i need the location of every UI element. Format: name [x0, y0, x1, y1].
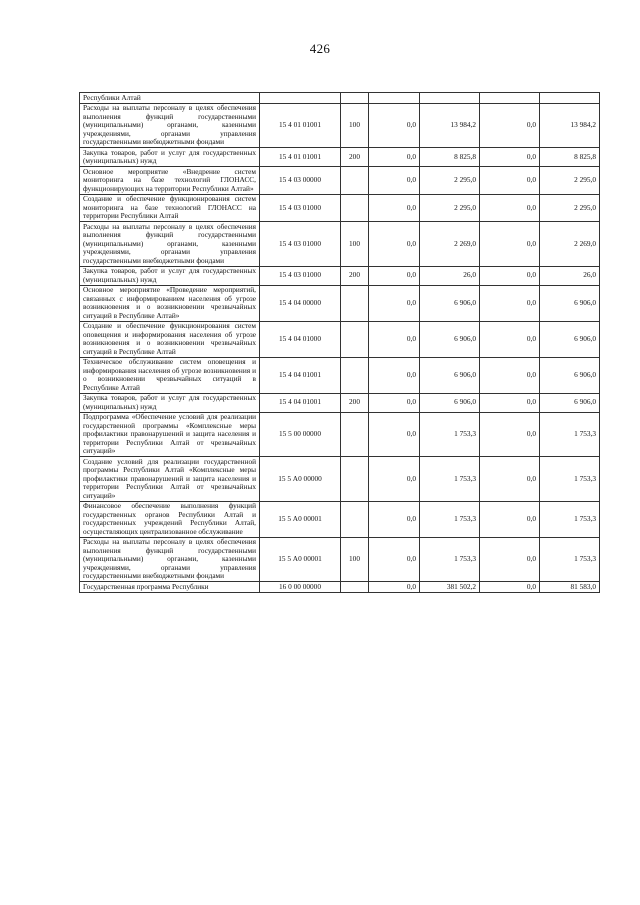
amount-cell-4: 81 583,0: [540, 582, 600, 593]
amount-cell-3: 0,0: [480, 103, 540, 148]
name-cell: Основное мероприятие «Внедрение систем мониторинга на базе технологий ГЛОНАСС, функционирующих на территории Республики Алтай»: [80, 167, 260, 195]
amount-cell-3: 0,0: [480, 285, 540, 321]
expense-type-cell: 100: [341, 103, 369, 148]
table-row: [80, 266, 600, 285]
table-row: [80, 501, 600, 537]
code-cell: 15 4 03 01000: [260, 222, 341, 267]
amount-cell-2: 13 984,2: [420, 103, 480, 148]
table-row: [80, 103, 600, 148]
name-cell: Закупка товаров, работ и услуг для государственных (муниципальных) нужд: [80, 148, 260, 167]
name-cell: Подпрограмма «Обеспечение условий для реализации государственной программы «Комплексные меры профилактики правонарушений и защита населения и территории Республики Алтай от чрезвычайных ситуаций»: [80, 412, 260, 457]
amount-cell-2: 1 753,3: [420, 457, 480, 502]
amount-cell-4: 13 984,2: [540, 103, 600, 148]
amount-cell-3: 0,0: [480, 321, 540, 357]
amount-cell-3: [480, 93, 540, 104]
amount-cell-3: 0,0: [480, 266, 540, 285]
amount-cell-1: 0,0: [369, 537, 420, 582]
name-cell: Закупка товаров, работ и услуг для государственных (муниципальных) нужд: [80, 393, 260, 412]
code-cell: 16 0 00 00000: [260, 582, 341, 593]
expense-type-cell: [341, 457, 369, 502]
amount-cell-1: 0,0: [369, 501, 420, 537]
table-body: [80, 93, 600, 593]
amount-cell-2: 1 753,3: [420, 412, 480, 457]
name-cell: Расходы на выплаты персоналу в целях обеспечения выполнения функций государственными (муниципальными) органами, казенными учреждениями, органами управления государственными внебюджетными фондами: [80, 537, 260, 582]
amount-cell-3: 0,0: [480, 457, 540, 502]
code-cell: 15 5 А0 00001: [260, 537, 341, 582]
amount-cell-1: 0,0: [369, 285, 420, 321]
table-row: [80, 93, 600, 104]
amount-cell-3: 0,0: [480, 357, 540, 393]
expense-type-cell: 100: [341, 537, 369, 582]
expense-type-cell: [341, 357, 369, 393]
expense-type-cell: [341, 582, 369, 593]
code-cell: 15 4 01 01001: [260, 148, 341, 167]
expense-type-cell: [341, 285, 369, 321]
expense-type-cell: [341, 93, 369, 104]
amount-cell-1: 0,0: [369, 222, 420, 267]
code-cell: 15 5 00 00000: [260, 412, 341, 457]
name-cell: Создание условий для реализации государственной программы Республики Алтай «Комплексные меры профилактики правонарушений и защита населения и территории Республики Алтай от чрезвычайных ситуаций»: [80, 457, 260, 502]
amount-cell-3: 0,0: [480, 412, 540, 457]
amount-cell-2: 2 269,0: [420, 222, 480, 267]
table-row: [80, 457, 600, 502]
table-row: [80, 321, 600, 357]
code-cell: 15 4 04 00000: [260, 285, 341, 321]
name-cell: Создание и обеспечение функционирования систем мониторинга на базе технологий ГЛОНАСС на территории Республики Алтай: [80, 194, 260, 222]
amount-cell-3: 0,0: [480, 167, 540, 195]
name-cell: Создание и обеспечение функционирования систем оповещения и информирования населения об угрозе возникновения и о возникновении чрезвычайных ситуаций в Республике Алтай: [80, 321, 260, 357]
amount-cell-2: 2 295,0: [420, 167, 480, 195]
name-cell: Республики Алтай: [80, 93, 260, 104]
expense-type-cell: [341, 412, 369, 457]
amount-cell-4: 6 906,0: [540, 357, 600, 393]
amount-cell-4: 6 906,0: [540, 321, 600, 357]
expense-type-cell: 200: [341, 148, 369, 167]
name-cell: Основное мероприятие «Проведение мероприятий, связанных с информированием населения об угрозе возникновения и о возникновении чрезвычайных ситуаций в Республике Алтай»: [80, 285, 260, 321]
page-number: 426: [309, 41, 331, 56]
amount-cell-1: 0,0: [369, 357, 420, 393]
amount-cell-3: 0,0: [480, 537, 540, 582]
amount-cell-1: 0,0: [369, 148, 420, 167]
table-row: [80, 167, 600, 195]
amount-cell-3: 0,0: [480, 148, 540, 167]
expense-type-cell: 200: [341, 266, 369, 285]
table-row: [80, 222, 600, 267]
amount-cell-2: [420, 93, 480, 104]
amount-cell-4: [540, 93, 600, 104]
amount-cell-2: 1 753,3: [420, 501, 480, 537]
code-cell: 15 4 04 01001: [260, 393, 341, 412]
amount-cell-3: 0,0: [480, 194, 540, 222]
table-row: [80, 194, 600, 222]
amount-cell-3: 0,0: [480, 222, 540, 267]
amount-cell-4: 2 295,0: [540, 167, 600, 195]
expense-type-cell: [341, 194, 369, 222]
table-row: [80, 412, 600, 457]
amount-cell-1: 0,0: [369, 194, 420, 222]
amount-cell-2: 2 295,0: [420, 194, 480, 222]
amount-cell-2: 6 906,0: [420, 357, 480, 393]
amount-cell-1: 0,0: [369, 412, 420, 457]
amount-cell-3: 0,0: [480, 393, 540, 412]
code-cell: 15 5 А0 00000: [260, 457, 341, 502]
expense-type-cell: [341, 321, 369, 357]
amount-cell-4: 6 906,0: [540, 285, 600, 321]
table-row: [80, 357, 600, 393]
amount-cell-4: 1 753,3: [540, 412, 600, 457]
amount-cell-4: 2 269,0: [540, 222, 600, 267]
amount-cell-2: 6 906,0: [420, 393, 480, 412]
expense-type-cell: [341, 167, 369, 195]
expense-type-cell: 200: [341, 393, 369, 412]
amount-cell-4: 26,0: [540, 266, 600, 285]
amount-cell-4: 1 753,3: [540, 537, 600, 582]
code-cell: 15 4 03 01000: [260, 266, 341, 285]
amount-cell-2: 26,0: [420, 266, 480, 285]
budget-table: [79, 92, 600, 593]
code-cell: 15 4 03 00000: [260, 167, 341, 195]
name-cell: Расходы на выплаты персоналу в целях обеспечения выполнения функций государственными (муниципальными) органами, казенными учреждениями, органами управления государственными внебюджетными фондами: [80, 103, 260, 148]
amount-cell-2: 1 753,3: [420, 537, 480, 582]
amount-cell-1: 0,0: [369, 266, 420, 285]
amount-cell-2: 8 825,8: [420, 148, 480, 167]
amount-cell-4: 8 825,8: [540, 148, 600, 167]
amount-cell-1: 0,0: [369, 582, 420, 593]
amount-cell-1: 0,0: [369, 457, 420, 502]
code-cell: [260, 93, 341, 104]
amount-cell-2: 6 906,0: [420, 321, 480, 357]
expense-type-cell: 100: [341, 222, 369, 267]
amount-cell-1: 0,0: [369, 321, 420, 357]
amount-cell-2: 381 502,2: [420, 582, 480, 593]
name-cell: Государственная программа Республики: [80, 582, 260, 593]
amount-cell-1: [369, 93, 420, 104]
code-cell: 15 4 01 01001: [260, 103, 341, 148]
expense-type-cell: [341, 501, 369, 537]
amount-cell-1: 0,0: [369, 103, 420, 148]
table-row: [80, 285, 600, 321]
amount-cell-3: 0,0: [480, 501, 540, 537]
name-cell: Расходы на выплаты персоналу в целях обеспечения выполнения функций государственными (муниципальными) органами, казенными учреждениями, органами управления государственными внебюджетными фондами: [80, 222, 260, 267]
table-row: [80, 537, 600, 582]
amount-cell-4: 1 753,3: [540, 457, 600, 502]
table-row: [80, 148, 600, 167]
amount-cell-1: 0,0: [369, 167, 420, 195]
code-cell: 15 4 04 01000: [260, 321, 341, 357]
amount-cell-2: 6 906,0: [420, 285, 480, 321]
amount-cell-4: 2 295,0: [540, 194, 600, 222]
amount-cell-3: 0,0: [480, 582, 540, 593]
code-cell: 15 5 А0 00001: [260, 501, 341, 537]
amount-cell-1: 0,0: [369, 393, 420, 412]
code-cell: 15 4 04 01001: [260, 357, 341, 393]
table-row: [80, 393, 600, 412]
amount-cell-4: 1 753,3: [540, 501, 600, 537]
name-cell: Техническое обслуживание систем оповещения и информирования населения об угрозе возникновения и о возникновении чрезвычайных ситуаций в Республике Алтай: [80, 357, 260, 393]
table-row: [80, 582, 600, 593]
amount-cell-4: 6 906,0: [540, 393, 600, 412]
code-cell: 15 4 03 01000: [260, 194, 341, 222]
name-cell: Закупка товаров, работ и услуг для государственных (муниципальных) нужд: [80, 266, 260, 285]
name-cell: Финансовое обеспечение выполнения функций государственных органов Республики Алтай и государственных учреждений Республики Алтай, осуществляющих централизованное обслуживание: [80, 501, 260, 537]
